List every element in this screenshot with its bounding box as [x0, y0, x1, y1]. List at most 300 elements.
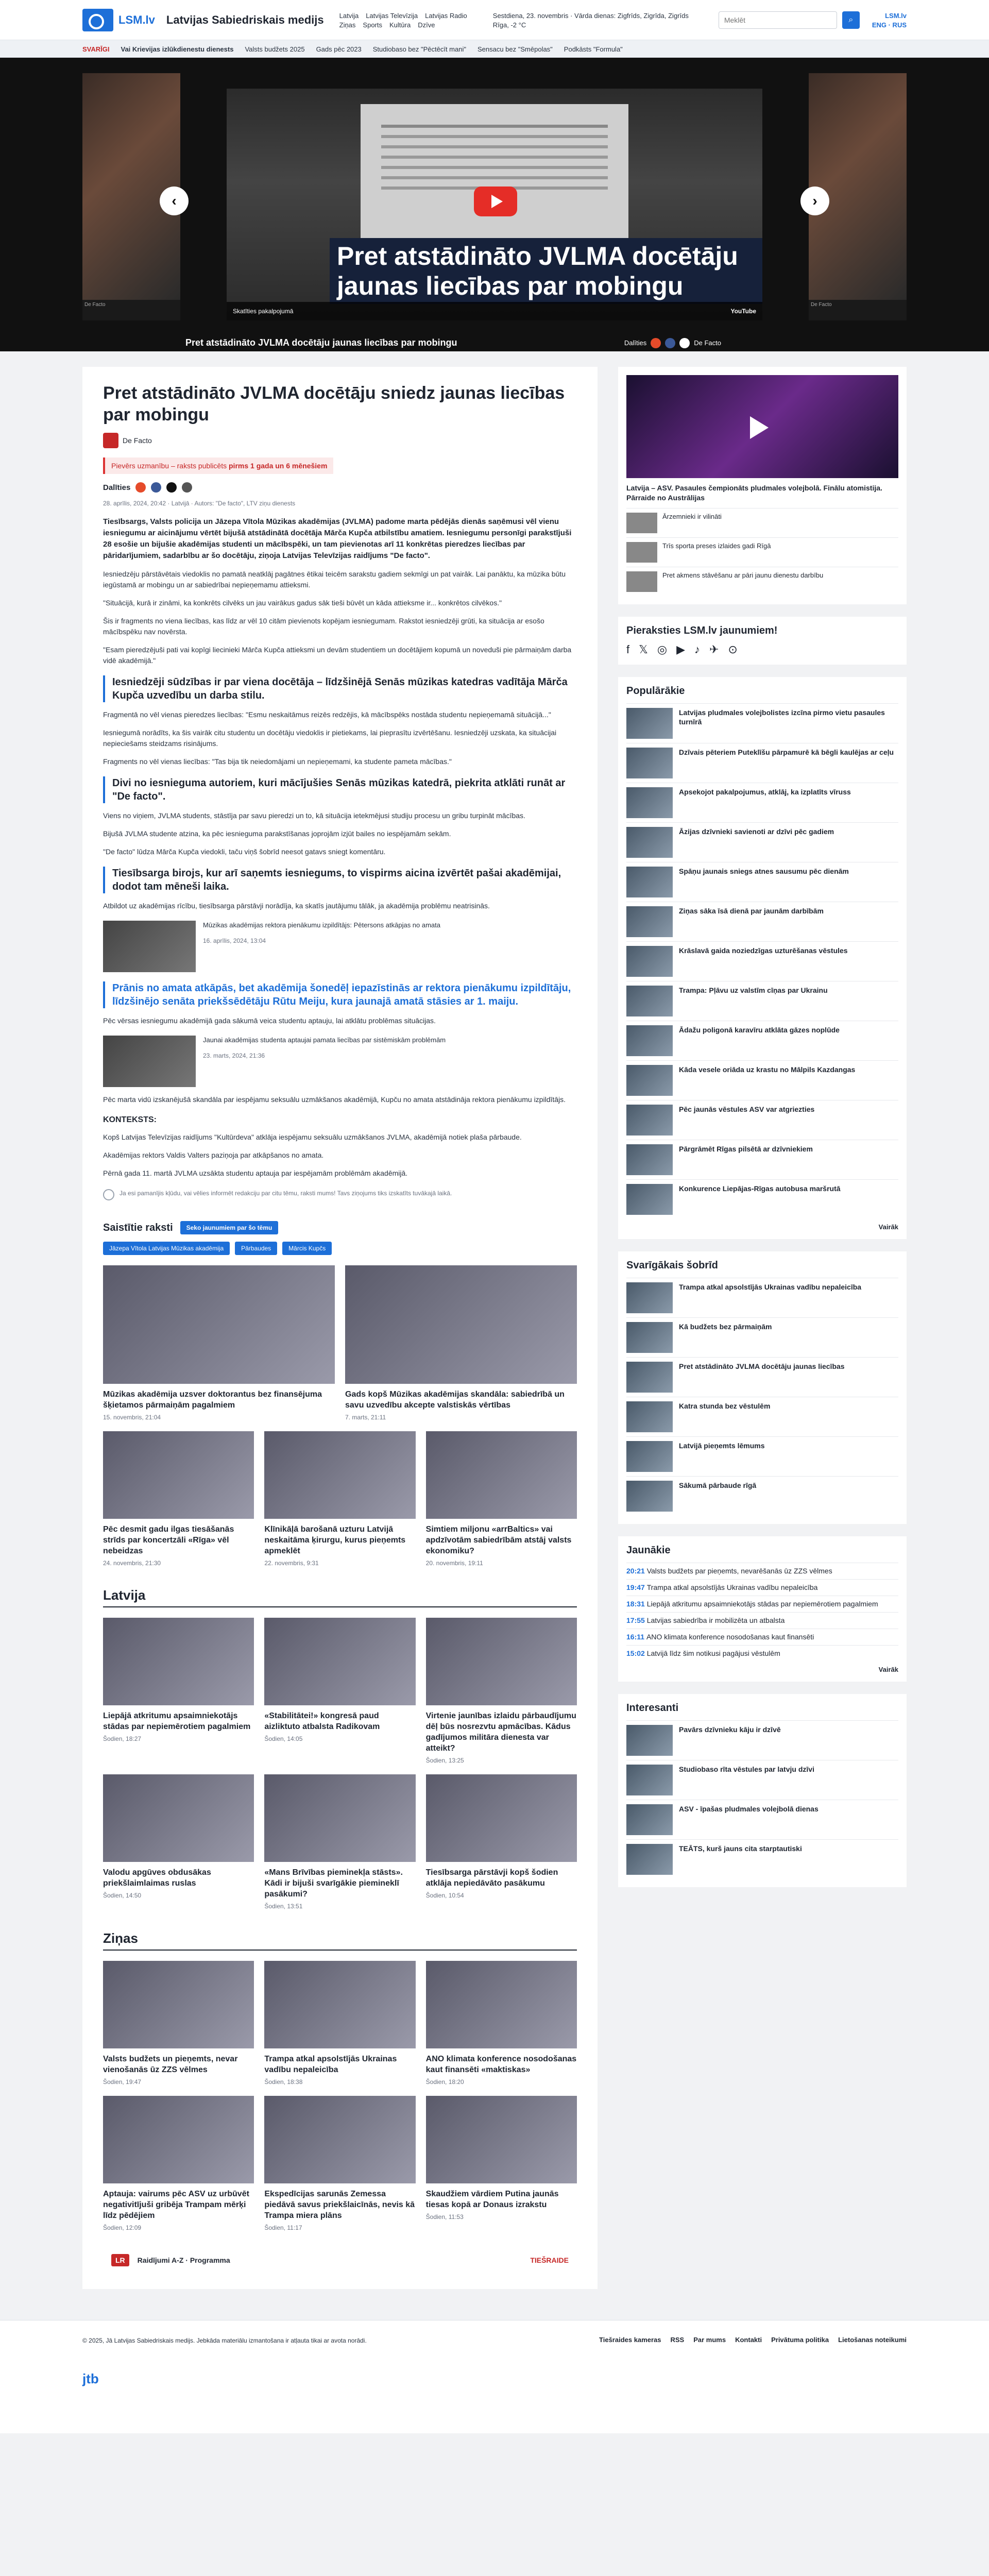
latest-more[interactable]: Vairāk — [878, 1666, 898, 1673]
card-date: Šodien, 10:54 — [425, 1892, 464, 1899]
related-cards-bottom — [103, 1431, 577, 1567]
mini-title[interactable]: Trīs sporta preses izlaides gadi Rīgā — [662, 542, 771, 550]
popular-thumb — [626, 906, 673, 937]
important-box — [618, 1251, 907, 1524]
sidebar-mini-item[interactable] — [626, 508, 898, 537]
article-title: Pret atstādināto JVLMA docētāju sniedz jaunas liecības par mobingu — [103, 383, 565, 425]
important-title[interactable]: Latvijā pieņemts lēmums — [679, 1442, 765, 1450]
article-meta: 28. aprīlis, 2024, 20:42 · Latvijā · Autors: "De facto", LTV ziņu dienests — [103, 500, 296, 507]
card-title[interactable]: Virtenie jaunības izlaidu pārbaudījumu dēļ būs nosrezvtu apmācības. Kādus gadījumos militāra dienesta var atteikt? — [425, 1711, 576, 1753]
follow-topic-button[interactable]: Seko jaunumiem par šo tēmu — [180, 1221, 279, 1234]
important-item[interactable] — [626, 1317, 898, 1357]
latest-item[interactable] — [626, 1645, 898, 1662]
draugiem-icon[interactable] — [135, 482, 146, 493]
social-icon[interactable]: 𝕏 — [639, 643, 648, 656]
paragraph: Viens no viņiem, JVLMA students, stāstīja par savu pieredzi un to, kā situācija ietekmējusi studiju procesu un gribu turpināt mācības. — [103, 811, 525, 820]
video-player[interactable] — [227, 89, 762, 320]
top-links — [339, 12, 467, 29]
popular-title[interactable]: Ādažu poligonā karavīru atklāta gāzes noplūde — [679, 1026, 840, 1034]
popular-title[interactable]: Krāslavā gaida noziedzīgas uzturēšanas vēstules — [679, 946, 848, 955]
video-title-overlay: Pret atstādināto JVLMA docētāju jaunas liecības par mobingu — [330, 238, 762, 304]
latest-text[interactable]: Latvijā līdz šim notikusi pagājusi vēstulēm — [646, 1649, 780, 1657]
news-card[interactable] — [103, 2096, 254, 2231]
important-item[interactable] — [626, 1476, 898, 1516]
paragraph: Šis ir fragments no viena liecības, kas līdz ar vēl 10 citām pievienots kopējam iesniegumam. Rakstot iesniedzēji grūti, ka situācija ar esošo mācībspēku nav novērsta. — [103, 617, 544, 636]
news-card[interactable] — [426, 1431, 577, 1567]
news-card[interactable] — [103, 1961, 254, 2086]
interesting-thumb — [626, 1765, 673, 1795]
interesting-item[interactable] — [626, 1760, 898, 1800]
inline-related[interactable] — [103, 921, 577, 972]
hero-share — [624, 338, 721, 348]
card-image — [103, 1265, 335, 1384]
important-title[interactable]: Kā budžets bez pārmaiņām — [679, 1323, 772, 1331]
card-image — [264, 2096, 415, 2183]
card-title[interactable]: Mūzikas akadēmija uzsver doktorantus bez finansējuma šķietamos pārmaiņām pagalmiem — [103, 1390, 322, 1410]
paragraph: "Situācijā, kurā ir zināmi, ka konkrēts cilvēks un jau vairākus gadus sāk tieši būvēt un kāda attieksme ir... konkrētos cilvēkos." — [103, 599, 502, 607]
interesting-title: Interesanti — [626, 1702, 679, 1714]
news-card[interactable] — [264, 1961, 415, 2086]
paragraph: Atbildot uz akadēmijas rīcību, tiesībsarga pārstāvji norādīja, ka skatīs jautājumu tālāk, ja akadēmija problēmu neatrisinās. — [103, 902, 490, 910]
paragraph: Iesniegumā norādīts, ka šis vairāk citu studentu un docētāju viedoklis ir pietiekams, lai pieprasītu izvērtēšanu. Iesniedzēji uzskata, ka situācijai nepieciešams steidzams risinājums. — [103, 728, 557, 748]
news-card[interactable] — [103, 1265, 335, 1421]
paragraph: Pēc marta vidū izskanējušā skandāla par iespējamu seksuālu uzmākšanos akadēmijā, Kupču no amata atstādināja rektora pienākumu izpildītājs. — [103, 1095, 566, 1104]
popular-thumb — [626, 1105, 673, 1136]
top-link[interactable]: Latvijas Televīzija — [366, 11, 418, 20]
mini-thumb — [626, 542, 657, 563]
watch-on-label[interactable]: Skatīties pakalpojumā — [233, 308, 294, 315]
mini-title[interactable]: Ārzemnieki ir vilināti — [662, 513, 722, 520]
top-link[interactable]: Kultūra — [389, 21, 411, 29]
popular-title[interactable]: Trampa: Pļāvu uz valstīm cīņas par Ukrainu — [679, 986, 828, 994]
paragraph: Fragments no vēl vienas liecības: "Tas bija tik neiedomājami un nepieņemami, ka studente pameta mācības." — [103, 757, 452, 766]
card-date: Šodien, 11:17 — [264, 2224, 302, 2231]
top-link[interactable]: Sports — [363, 21, 382, 29]
popular-thumb — [626, 787, 673, 818]
card-title[interactable]: «Stabilitātei!» kongresā paud aizliktuto atbalsta Radikovam — [264, 1711, 380, 1731]
popular-item[interactable] — [626, 822, 898, 862]
popular-title[interactable]: Ziņas sāka īsā dienā par jaunām darbībām — [679, 907, 824, 915]
important-thumb — [626, 1322, 673, 1353]
news-card[interactable] — [264, 1618, 415, 1764]
interesting-thumb — [626, 1804, 673, 1835]
news-card[interactable] — [264, 2096, 415, 2231]
latest-text[interactable]: Latvijas sabiedrība ir mobilizēta un atbalsta — [646, 1616, 785, 1624]
article-author — [103, 433, 577, 448]
card-image — [103, 2096, 254, 2183]
popular-item[interactable] — [626, 743, 898, 783]
latest-time: 19:47 — [626, 1583, 647, 1591]
nav-hot-label: SVARĪGI — [82, 45, 110, 53]
inline-related-date: 16. aprīlis, 2024, 13:04 — [203, 937, 266, 944]
card-date: 24. novembris, 21:30 — [103, 1560, 161, 1567]
radio-logo[interactable]: LR — [111, 2254, 129, 2266]
footer-link[interactable]: Lietošanas noteikumi — [838, 2336, 907, 2344]
card-image — [345, 1265, 577, 1384]
interesting-item[interactable] — [626, 1800, 898, 1839]
important-item[interactable] — [626, 1436, 898, 1476]
paragraph: Bijušā JVLMA studente atzina, ka pēc iesnieguma parakstīšanas joprojām izjūt bailes no iespējamām sekām. — [103, 829, 451, 838]
card-image — [103, 1774, 254, 1862]
radio-title[interactable]: Raidījumi A-Z · Programma — [137, 2256, 230, 2264]
top-link[interactable]: Dzīve — [418, 21, 435, 29]
article-lead: Tiesībsargs, Valsts policija un Jāzepa Vītola Mūzikas akadēmijas (JVLMA) padome marta pēdējās dienās saņēmusi vēl vienu iesniegumu ar aicinājumu vērtēt bijušā atstādinātā docētāja Mārča Kupča atbilstību amatiem. Iesniegumu personīgi parakstījuši 28 esošie un bijušie akadēmijas studenti un mācībspēki, un tam pievienotas arī 11 konkrētas pieredzes liecības par pāridarījumiem, sadarbību ar šo docētāju, ziņoja Latvijas Televīzijas raidījums "De facto". — [103, 517, 572, 560]
inline-related[interactable] — [103, 1036, 577, 1087]
weather-line: Rīga, -2 °C — [492, 21, 526, 29]
zinas-cards — [103, 1961, 577, 2231]
card-image — [103, 1618, 254, 1705]
interesting-title[interactable]: TEĀTS, kurš jauns cita starptautiski — [679, 1844, 802, 1853]
facebook-icon[interactable] — [151, 482, 161, 493]
lang-row[interactable]: ENG · RUS — [872, 21, 907, 29]
news-card[interactable] — [345, 1265, 577, 1421]
news-card[interactable] — [264, 1774, 415, 1910]
footer-copyright: © 2025, Jā Latvijas Sabiedriskais medijs. Jebkāda materiālu izmantošana ir atļauta tikai ar avota norādi. — [82, 2337, 367, 2344]
hero-prev-caption: De Facto — [84, 302, 106, 308]
footer-link[interactable]: RSS — [670, 2336, 685, 2344]
popular-item[interactable] — [626, 703, 898, 743]
card-date: Šodien, 14:05 — [264, 1735, 303, 1742]
hero-caption — [185, 337, 721, 348]
subscribe-title: Pieraksties LSM.lv jaunumiem! — [626, 625, 778, 636]
card-title[interactable]: Liepājā atkritumu apsaimniekotājs stādas par nepiemērotiem pagalmiem — [103, 1711, 251, 1731]
popular-thumb — [626, 1184, 673, 1215]
search — [719, 11, 860, 29]
notice-strong: pirms 1 gada un 6 mēnešiem — [229, 462, 328, 470]
footer-link[interactable]: Kontakti — [735, 2336, 762, 2344]
news-card[interactable] — [426, 2096, 577, 2231]
important-title[interactable]: Katra stunda bez vēstulēm — [679, 1402, 771, 1410]
nav-item[interactable]: Sensacu bez "Smēpolas" — [477, 45, 553, 53]
popular-thumb — [626, 708, 673, 739]
x-icon[interactable] — [166, 482, 177, 493]
play-icon[interactable] — [474, 187, 517, 216]
youtube-icon[interactable]: YouTube — [730, 308, 756, 315]
news-card[interactable] — [103, 1774, 254, 1910]
card-image — [264, 1774, 415, 1862]
popular-more[interactable]: Vairāk — [878, 1223, 898, 1231]
sidebar — [618, 367, 907, 2289]
x-icon[interactable] — [679, 338, 690, 348]
paragraph: "Esam pieredzējuši pati vai kopīgi liecinieki Mārča Kupča attieksmi un devām studentiem un docētājiem kopumā un noveduši pie pārmaiņām darba vidē akadēmijā." — [103, 646, 572, 665]
pull-quote: Iesniedzēji sūdzības ir par viena docētāja – līdzšinējā Senās mūzikas katedras vadītāja Mārča Kupča uzvedību un darba stilu. — [103, 675, 577, 702]
article — [82, 367, 598, 2289]
next-arrow-icon[interactable]: › — [800, 187, 829, 215]
latest-box — [618, 1536, 907, 1682]
sidebar-video[interactable] — [626, 375, 898, 478]
card-date: 20. novembris, 19:11 — [425, 1560, 483, 1567]
latest-text[interactable]: ANO klimata konference nosodošanas kaut finansēti — [646, 1633, 814, 1641]
interesting-thumb — [626, 1844, 673, 1875]
popular-title[interactable]: Latvijas pludmales volejbolistes izcīna pirmo vietu pasaules turnīrā — [679, 708, 885, 726]
hero-next-caption: De Facto — [811, 302, 832, 308]
card-title[interactable]: ANO klimata konference nosodošanas kaut finansēti «maktiskas» — [425, 2055, 577, 2074]
inline-related-date: 23. marts, 2024, 21:36 — [203, 1052, 265, 1059]
important-thumb — [626, 1362, 673, 1393]
social-icon[interactable]: ⊙ — [728, 643, 738, 656]
mini-title[interactable]: Pret akmens stāvēšanu ar pāri jaunu dienestu darbību — [662, 571, 824, 579]
prev-arrow-icon[interactable]: ‹ — [160, 187, 189, 215]
info-icon — [103, 1189, 114, 1200]
latest-text[interactable]: Valsts budžets par pieņemts, nevarēšanās ūz ZZS vēlmes — [646, 1567, 832, 1575]
important-title[interactable]: Trampa atkal apsolstījās Ukrainas vadību nepaleicība — [679, 1283, 862, 1291]
card-image — [103, 1431, 254, 1519]
nav-item[interactable]: Studiobaso bez "Pēctēcīt mani" — [372, 45, 466, 53]
card-image — [426, 1618, 577, 1705]
interesting-title[interactable]: Pavārs dzīvnieku kāju ir dzīvē — [679, 1725, 781, 1734]
card-title[interactable]: Klīnikāļā barošanā uzturu Latvijā neskaitāma ķirurgu, kurus pieņemts apmeklēt — [264, 1525, 406, 1555]
card-image — [264, 1431, 415, 1519]
important-title[interactable]: Sākumā pārbaude rīgā — [679, 1481, 757, 1489]
footer-link[interactable]: Privātuma politika — [771, 2336, 829, 2344]
latvija-heading[interactable]: Latvija — [103, 1587, 577, 1607]
author-avatar — [103, 433, 118, 448]
nav-item[interactable]: Podkāsts "Formula" — [564, 45, 623, 53]
interesting-thumb — [626, 1725, 673, 1756]
sidebar-video-box — [618, 367, 907, 604]
popular-item[interactable] — [626, 981, 898, 1021]
popular-item[interactable] — [626, 1060, 898, 1100]
paragraph: Pērnā gada 11. martā JVLMA uzsākta studentu aptauja par iespējamām problēmām akadēmijā. — [103, 1169, 408, 1177]
latest-text[interactable]: Trampa atkal apsolstījās Ukrainas vadību nepaleicība — [646, 1583, 818, 1591]
related-tag[interactable]: Jāzepa Vītola Latvijas Mūzikas akadēmija — [103, 1242, 230, 1255]
popular-item[interactable] — [626, 1179, 898, 1219]
hero-video-section — [0, 58, 989, 351]
latest-time: 20:21 — [626, 1567, 647, 1575]
top-header — [0, 0, 989, 40]
related-tag[interactable]: Pārbaudes — [235, 1242, 277, 1255]
lang-row[interactable]: LSM.lv — [885, 11, 907, 20]
popular-title[interactable]: Āzijas dzīvnieki savienoti ar dzīvi pēc gadiem — [679, 827, 834, 836]
card-image — [426, 1961, 577, 2048]
popular-item[interactable] — [626, 941, 898, 981]
card-image — [264, 1618, 415, 1705]
video-bar — [227, 302, 762, 320]
popular-box — [618, 677, 907, 1239]
notice-prefix: Pievērs uzmanību – raksts publicēts — [111, 462, 227, 470]
date-line: Sestdiena, 23. novembris · Vārda dienas: Zigfrīds, Zigrīda, Zigrīds — [492, 11, 689, 20]
note-text: Ja esi pamanījis kļūdu, vai vēlies informēt redakciju par citu tēmu, raksti mums! Tavs ziņojums tiks izskatīts tuvākajā laikā. — [120, 1190, 452, 1197]
news-card[interactable] — [426, 1774, 577, 1910]
interesting-title[interactable]: ASV - īpašas pludmales volejbolā dienas — [679, 1805, 819, 1813]
latest-time: 15:02 — [626, 1649, 647, 1657]
card-title[interactable]: Aptauja: vairums pēc ASV uz urbūvēt negativitījuši gribēja Trampam mērķi līdz pēdējiem — [103, 2190, 249, 2220]
interesting-box — [618, 1694, 907, 1887]
popular-item[interactable] — [626, 1021, 898, 1060]
footer-link[interactable]: Par mums — [693, 2336, 726, 2344]
card-date: Šodien, 13:25 — [425, 1757, 464, 1764]
top-link[interactable]: Latvija — [339, 11, 359, 20]
search-icon[interactable]: ⌕ — [842, 11, 860, 29]
news-card[interactable] — [103, 1431, 254, 1567]
important-thumb — [626, 1282, 673, 1313]
popular-thumb — [626, 946, 673, 977]
important-item[interactable] — [626, 1397, 898, 1436]
logo-icon — [82, 9, 113, 31]
latest-time: 17:55 — [626, 1616, 647, 1624]
popular-title[interactable]: Spāņu jaunais sniegs atnes sausumu pēc dienām — [679, 867, 849, 875]
latest-time: 18:31 — [626, 1600, 647, 1608]
important-item[interactable] — [626, 1357, 898, 1397]
nav-item[interactable]: Gads pēc 2023 — [316, 45, 362, 53]
card-date: Šodien, 18:38 — [264, 2078, 303, 2086]
date-info — [493, 12, 689, 29]
important-title: Svarīgākais šobrīd — [626, 1260, 718, 1271]
card-title[interactable]: Trampa atkal apsolstījās Ukrainas vadību nepaleicība — [264, 2055, 397, 2074]
related-cards-top — [103, 1265, 577, 1421]
important-thumb — [626, 1481, 673, 1512]
card-date: Šodien, 11:53 — [425, 2213, 464, 2221]
card-date: Šodien, 18:27 — [103, 1735, 142, 1742]
card-title[interactable]: Skaudžiem vārdiem Putina jaunās tiesas kopā ar Donaus izrakstu — [425, 2190, 559, 2209]
card-image — [426, 2096, 577, 2183]
inline-related-image — [103, 921, 196, 972]
share-label: Dalīties — [103, 483, 131, 492]
top-link[interactable]: Latvijas Radio — [425, 11, 467, 20]
social-icon[interactable]: ♪ — [694, 643, 700, 656]
social-icon[interactable]: ▶ — [676, 643, 685, 656]
search-input[interactable] — [719, 11, 837, 29]
card-title[interactable]: Pēc desmit gadu ilgas tiesāšanās strīds par koncertzāli «Rīga» vēl nebeidzas — [103, 1525, 234, 1555]
latest-text[interactable]: Liepājā atkritumu apsaimniekotājs stādas par nepiemērotiem pagalmiem — [646, 1600, 878, 1608]
popular-title[interactable]: Pārgrāmēt Rīgas pilsētā ar dzīvniekiem — [679, 1145, 813, 1153]
card-title[interactable]: Tiesībsarga pārstāvji kopš šodien atklāja nepiedāvāto pasākumu — [425, 1868, 558, 1888]
popular-title[interactable]: Apsekojot pakalpojumus, atklāj, ka izplatīts vīruss — [679, 788, 851, 796]
social-icon[interactable]: f — [626, 643, 630, 656]
context-heading: KONTEKSTS: — [103, 1115, 157, 1124]
nav-strip — [0, 40, 989, 58]
pull-quote: Divi no iesnieguma autoriem, kuri mācījušies Senās mūzikas katedrā, piekrita atklāti runāt ar "De facto". — [103, 776, 577, 803]
pull-quote: Tiesībsarga birojs, kur arī saņemts iesniegums, to vispirms aicina izvērtēt pašai akadēmijai, dodot tam mēneši laika. — [103, 867, 577, 893]
latest-title: Jaunākie — [626, 1545, 671, 1556]
hero-source[interactable]: De Facto — [694, 339, 721, 347]
inline-related-title[interactable]: Mūzikas akadēmijas rektora pienākumu izpildītājs: Pētersons atkāpjas no amata — [203, 921, 441, 929]
paragraph: Akadēmijas rektors Valdis Valters paziņoja par atkāpšanos no amata. — [103, 1151, 324, 1159]
mini-thumb — [626, 571, 657, 592]
mini-thumb — [626, 513, 657, 533]
important-thumb — [626, 1401, 673, 1432]
latvija-cards — [103, 1618, 577, 1910]
interesting-item[interactable] — [626, 1839, 898, 1879]
popular-thumb — [626, 867, 673, 897]
paragraph: Pēc vērsas iesniegumu akadēmijā gada sākumā veica studentu aptauju, lai atklātu problēmas situācijas. — [103, 1016, 436, 1025]
social-icon[interactable]: ◎ — [657, 643, 668, 656]
popular-thumb — [626, 1065, 673, 1096]
sidebar-video-title[interactable]: Latvija – ASV. Pasaules čempionāts pludmales volejbolā. Finālu atomistija. Pārraide no Austrālijas — [626, 484, 882, 502]
card-date: 7. marts, 21:11 — [345, 1414, 386, 1421]
nav-live-item[interactable]: Vai Krievijas izlūkdienestu dienests — [121, 45, 234, 53]
card-image — [426, 1774, 577, 1862]
share-bar — [103, 482, 577, 493]
related-title: Saistītie raksti — [103, 1222, 173, 1233]
social-icon[interactable]: ✈ — [709, 643, 719, 656]
card-title[interactable]: Gads kopš Mūzikas akadēmijas skandāla: sabiedrībā un savu uzvedību akcepte valstiskās vērtības — [345, 1390, 565, 1410]
popular-title[interactable]: Kāda vesele oriāda uz krastu no Mālpils Kazdangas — [679, 1065, 856, 1074]
radio-live[interactable]: TIEŠRAIDE — [530, 2256, 569, 2264]
top-link[interactable]: Ziņas — [339, 21, 356, 29]
paragraph: Fragmentā no vēl vienas pieredzes liecības: "Esmu neskaitāmus reizēs redzējis, kā mācībspēks nostāda studentu nepieņemamā situācijā..." — [103, 710, 551, 719]
video-document-image — [361, 104, 628, 259]
news-card[interactable] — [426, 1961, 577, 2086]
email-icon[interactable] — [182, 482, 192, 493]
card-date: 22. novembris, 9:31 — [264, 1560, 319, 1567]
popular-item[interactable] — [626, 1100, 898, 1140]
popular-title[interactable]: Pēc jaunās vēstules ASV var atgriezties — [679, 1105, 815, 1113]
news-card[interactable] — [264, 1431, 415, 1567]
popular-thumb — [626, 1144, 673, 1175]
footer-brand[interactable]: jtb — [82, 2371, 99, 2386]
popular-title[interactable]: Dzīvais pēteriem Puteklīšu pārpamurē kā bēgli kaulējas ar ceļu — [679, 748, 894, 756]
interesting-item[interactable] — [626, 1720, 898, 1760]
footer-link[interactable]: Tiešraides kameras — [599, 2336, 661, 2344]
card-image — [264, 1961, 415, 2048]
inline-related-title[interactable]: Jaunai akadēmijas studenta aptaujai pamata liecības par sistēmiskām problēmām — [203, 1036, 446, 1044]
paragraph: "De facto" lūdza Mārča Kupča viedokli, taču viņš šobrīd neesot gatavs sniegt komentāru. — [103, 848, 386, 856]
footer — [0, 2320, 989, 2433]
popular-item[interactable] — [626, 902, 898, 941]
subscribe-box — [618, 617, 907, 665]
inline-related-image — [103, 1036, 196, 1087]
related-tag[interactable]: Mārcis Kupčs — [282, 1242, 332, 1255]
card-title[interactable]: Simtiem miljonu «arrBaltics» vai apdzīvotām sabiedrībām atstāj valsts ekonomiku? — [425, 1525, 572, 1555]
latest-item[interactable] — [626, 1612, 898, 1629]
interesting-title[interactable]: Studiobaso rīta vēstules par latvju dzīvi — [679, 1765, 814, 1773]
error-report-note — [103, 1189, 577, 1200]
latest-item[interactable] — [626, 1579, 898, 1596]
card-title[interactable]: Ekspedīcijas sarunās Zemessa piedāvā savus priekšlaicīnās, nevis kā Trampa miera plāns — [264, 2190, 415, 2220]
popular-thumb — [626, 748, 673, 778]
language-switch[interactable] — [872, 12, 907, 29]
latest-item[interactable] — [626, 1596, 898, 1612]
popular-title: Populārākie — [626, 685, 685, 697]
paragraph: Iesniedzēju pārstāvētais viedoklis no pamatā neatklāj pagātnes ētikai teicēm sarakstu gadiem sekmīgi un pat vairāk. Lai panāktu, ka mūzika būtu iegūstamā ar mobingu un ar sabiedrībai nepieņemamu attieksmi. — [103, 570, 566, 589]
hero-caption-text: Pret atstādināto JVLMA docētāju jaunas liecības par mobingu — [185, 337, 457, 348]
card-title[interactable]: «Mans Brīvības pieminekļa stāsts». Kādi ir bijuši svarīgākie piemineklī pasākumi? — [264, 1868, 403, 1899]
latest-item[interactable] — [626, 1563, 898, 1579]
card-date: Šodien, 12:09 — [103, 2224, 142, 2231]
pull-quote: Prānis no amata atkāpās, bet akadēmija šonedēļ iepazīstinās ar rektora pienākumu izpildītāju, līdzšinējo senāta priekšsēdētāju Rūtu Meiju, kura jaunajā amatā stāsies ar 1. maiju. — [103, 981, 577, 1008]
card-date: Šodien, 18:20 — [425, 2078, 464, 2086]
zinas-heading[interactable]: Ziņas — [103, 1930, 577, 1951]
lsm-logo[interactable] — [82, 9, 155, 31]
sidebar-mini-item[interactable] — [626, 567, 898, 596]
important-item[interactable] — [626, 1278, 898, 1317]
author-name[interactable]: De Facto — [123, 436, 152, 445]
facebook-icon[interactable] — [665, 338, 675, 348]
popular-thumb — [626, 1025, 673, 1056]
popular-item[interactable] — [626, 1140, 898, 1179]
card-date: 15. novembris, 21:04 — [103, 1414, 161, 1421]
paragraph: Kopš Latvijas Televīzijas raidījums "Kultūrdeva" atklāja iespējamu seksuālu uzmākšanos JVLMA, akadēmijā notiek plaša pārbaude. — [103, 1133, 522, 1141]
sidebar-mini-item[interactable] — [626, 537, 898, 567]
draugiem-icon[interactable] — [651, 338, 661, 348]
card-image — [426, 1431, 577, 1519]
latest-item[interactable] — [626, 1629, 898, 1645]
latest-time: 16:11 — [626, 1633, 646, 1641]
popular-item[interactable] — [626, 783, 898, 822]
nav-item[interactable]: Valsts budžets 2025 — [245, 45, 305, 53]
popular-item[interactable] — [626, 862, 898, 902]
related-tags — [103, 1242, 577, 1255]
logo-text: LSM.lv — [118, 13, 155, 26]
news-card[interactable] — [426, 1618, 577, 1764]
card-date: Šodien, 14:50 — [103, 1892, 142, 1899]
news-card[interactable] — [103, 1618, 254, 1764]
popular-title[interactable]: Konkurence Liepājas-Rīgas autobusa maršrutā — [679, 1184, 841, 1193]
important-title[interactable]: Pret atstādināto JVLMA docētāju jaunas liecības — [679, 1362, 845, 1370]
card-title[interactable]: Valodu apgūves obdusākas priekšlaimlaimas ruslas — [103, 1868, 211, 1888]
card-title[interactable]: Valsts budžets un pieņemts, nevar vienošanās ūz ZZS vēlmes — [103, 2055, 238, 2074]
